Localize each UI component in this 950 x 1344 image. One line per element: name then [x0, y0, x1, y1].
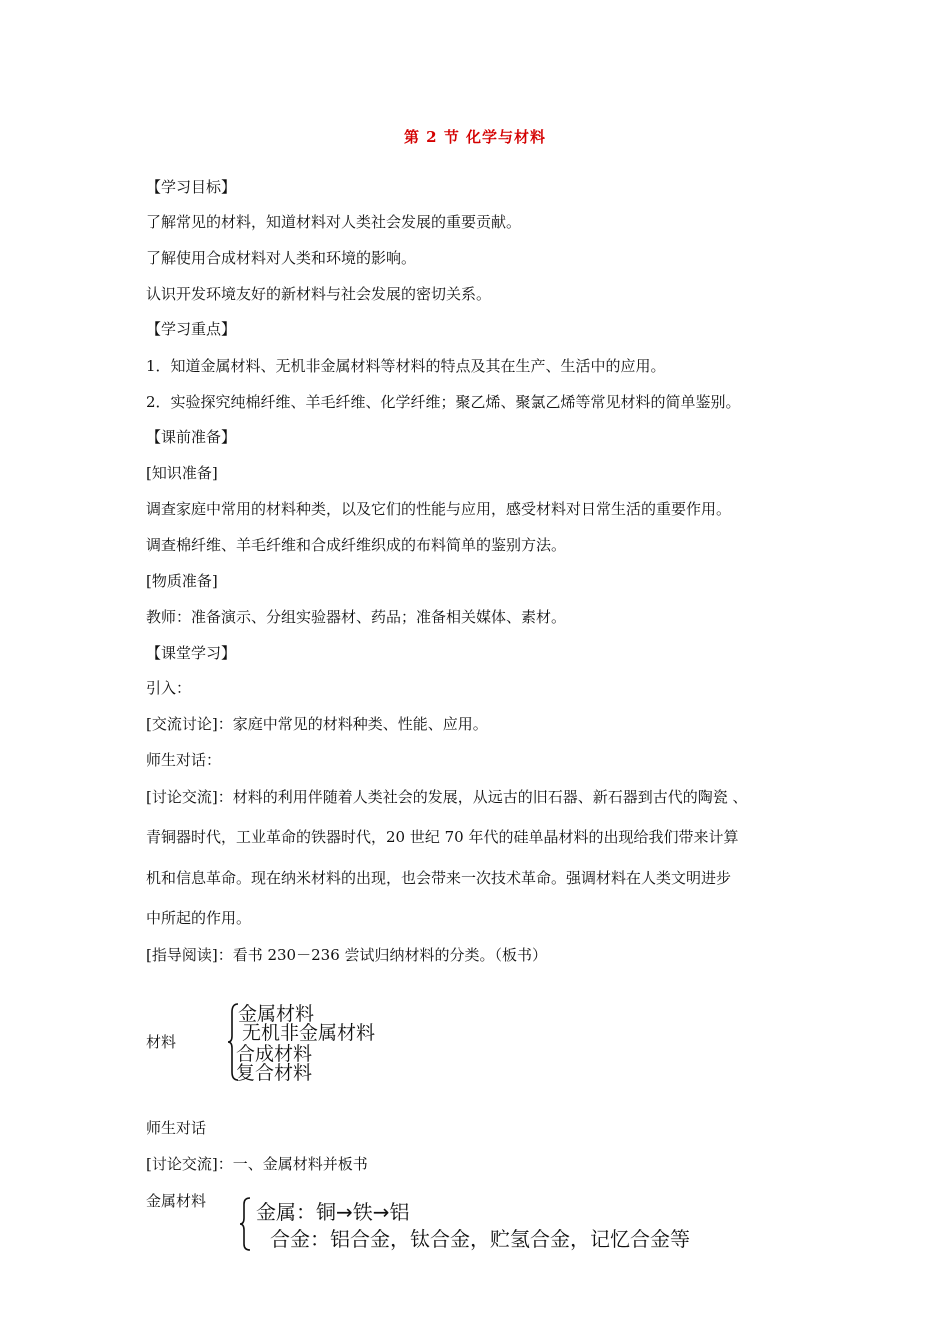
text-line: 师生对话： — [146, 751, 222, 769]
text-line: 调查棉纤维、羊毛纤维和合成纤维织成的布料简单的鉴别方法。 — [146, 536, 567, 554]
diagram-item: 无机非金属材料 — [242, 1022, 376, 1044]
text-line: 调查家庭中常用的材料种类，以及它们的性能与应用，感受材料对日常生活的重要作用。 — [146, 500, 732, 518]
text-line: [讨论交流]：一、金属材料并板书 — [146, 1155, 368, 1173]
text-line: 中所起的作用。 — [146, 909, 252, 927]
text-line: 了解使用合成材料对人类和环境的影响。 — [146, 249, 417, 267]
diagram-item: 合成材料 — [236, 1043, 313, 1065]
diagram-item: 复合材料 — [236, 1062, 313, 1084]
text-line: 【课前准备】 — [146, 428, 237, 446]
text-line: 机和信息革命。现在纳米材料的出现，也会带来一次技术革命。强调材料在人类文明进步 — [146, 869, 732, 887]
text-line: 1．知道金属材料、无机非金属材料等材料的特点及其在生产、生活中的应用。 — [146, 357, 666, 375]
diagram-metal-root: 金属材料 — [146, 1192, 207, 1210]
text-line: [物质准备] — [146, 572, 218, 590]
page-title: 第 2 节 化学与材料 — [403, 128, 547, 146]
text-line: 【课堂学习】 — [146, 644, 237, 662]
text-line: [交流讨论]：家庭中常见的材料种类、性能、应用。 — [146, 715, 488, 733]
text-line: [知识准备] — [146, 464, 218, 482]
brace-icon — [238, 1196, 252, 1252]
text-line: 认识开发环境友好的新材料与社会发展的密切关系。 — [146, 285, 492, 303]
text-line: 【学习重点】 — [146, 320, 237, 338]
text-line: [讨论交流]：材料的利用伴随着人类社会的发展，从远古的旧石器、新石器到古代的陶瓷 、 — [146, 788, 748, 806]
diagram-material-root: 材料 — [146, 1033, 177, 1051]
text-line: 【学习目标】 — [146, 178, 237, 196]
text-line: 引入： — [146, 679, 192, 697]
diagram-metal-line: 金属：铜→铁→铝 — [256, 1200, 410, 1224]
text-line: 师生对话 — [146, 1119, 207, 1137]
text-line: 青铜器时代，工业革命的铁器时代，20 世纪 70 年代的硅单晶材料的出现给我们带来计算 — [146, 828, 739, 846]
diagram-alloy-line: 合金：铝合金，钛合金，贮氢合金，记忆合金等 — [270, 1227, 690, 1251]
text-line: 了解常见的材料，知道材料对人类社会发展的重要贡献。 — [146, 213, 522, 231]
text-line: 2．实验探究纯棉纤维、羊毛纤维、化学纤维；聚乙烯、聚氯乙烯等常见材料的简单鉴别。 — [146, 393, 741, 411]
diagram-item: 金属材料 — [238, 1003, 315, 1025]
text-line: [指导阅读]：看书 230－236 尝试归纳材料的分类。（板书） — [146, 946, 548, 964]
text-line: 教师：准备演示、分组实验器材、药品；准备相关媒体、素材。 — [146, 608, 567, 626]
